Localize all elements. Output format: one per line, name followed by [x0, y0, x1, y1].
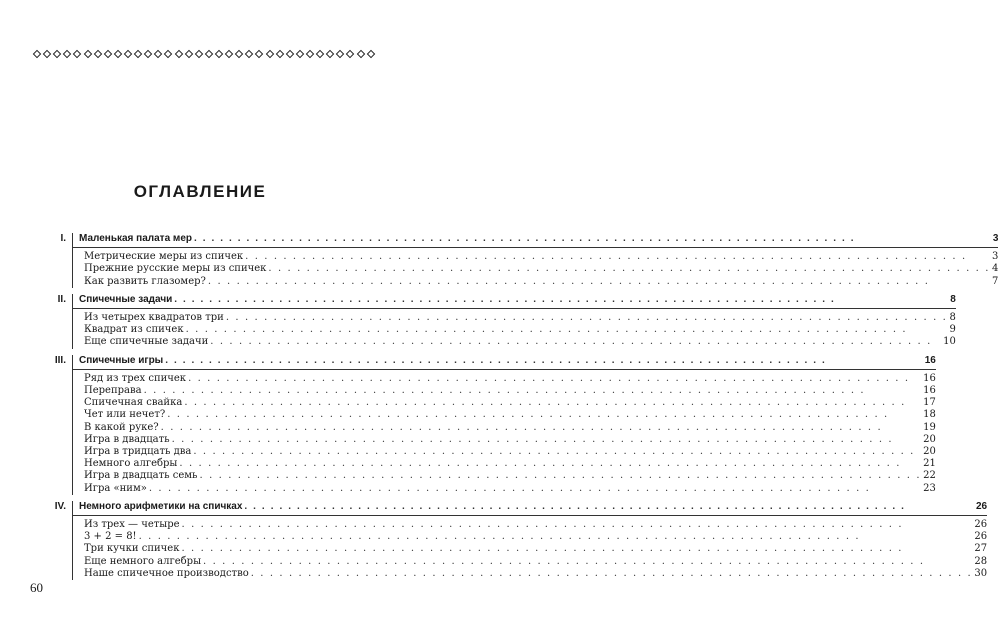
- decorative-ornament-border: [34, 47, 374, 61]
- ornament-diamond-icon: [255, 50, 263, 58]
- toc-entry-label: Из трех — четыре: [84, 519, 180, 531]
- leader-dots: [184, 397, 921, 409]
- ornament-diamond-icon: [53, 50, 61, 58]
- leader-dots: [139, 531, 973, 543]
- toc-entry-label: Игра в двадцать семь: [84, 470, 198, 482]
- section-heading-page: 8: [950, 293, 956, 305]
- toc-entry-label: Чет или нечет?: [84, 409, 166, 421]
- toc-entry-label: Прежние русские меры из спичек: [84, 263, 267, 275]
- toc-entry: [73, 458, 936, 470]
- toc-entry-page: 26: [974, 531, 988, 543]
- ornament-diamond-icon: [356, 50, 364, 58]
- toc-entry-page: 26: [974, 519, 988, 531]
- leader-dots: [200, 470, 922, 482]
- toc-entry: [73, 373, 936, 385]
- toc-entry: [73, 312, 956, 324]
- toc-entry: [73, 543, 987, 555]
- leader-dots: [186, 324, 948, 336]
- toc-entry-label: Квадрат из спичек: [84, 324, 184, 336]
- toc-section: [40, 354, 936, 495]
- toc-entry-page: 9: [949, 324, 956, 336]
- toc-entry-page: 7: [992, 275, 998, 287]
- toc-entry: [73, 385, 936, 397]
- page-number: 60: [30, 580, 43, 595]
- section-heading-page: 16: [924, 354, 936, 366]
- toc-entry-page: 22: [923, 470, 936, 482]
- ornament-diamond-icon: [346, 50, 354, 58]
- toc-entry: [73, 251, 998, 263]
- toc-entry-page: 17: [923, 397, 936, 409]
- ornament-diamond-icon: [33, 50, 41, 58]
- page-title: ОГЛАВЛЕНИЕ: [133, 182, 267, 201]
- section-number: III.: [54, 354, 66, 366]
- toc-entry-page: 27: [974, 543, 988, 555]
- toc-entry-page: 30: [974, 567, 988, 579]
- ornament-diamond-icon: [43, 50, 51, 58]
- section-number: I.: [60, 233, 66, 244]
- section-heading-page: 3: [992, 233, 998, 244]
- table-of-contents: [40, 233, 998, 586]
- leader-dots: [181, 543, 972, 555]
- toc-entry-page: 3: [992, 251, 998, 263]
- section-number: II.: [57, 293, 66, 305]
- ornament-diamond-icon: [164, 50, 172, 58]
- toc-entry-label: Немного алгебры: [84, 458, 178, 470]
- section-body: [72, 294, 956, 349]
- leader-dots: [244, 501, 974, 513]
- toc-section-block: [40, 500, 988, 580]
- toc-section: [40, 500, 988, 580]
- toc-entry: [73, 434, 936, 446]
- leader-dots: [161, 422, 921, 434]
- ornament-diamond-icon: [114, 50, 122, 58]
- ornament-diamond-icon: [124, 50, 132, 58]
- leader-dots: [172, 434, 922, 446]
- toc-entry: [73, 446, 936, 458]
- toc-entry-page: 21: [923, 458, 936, 470]
- toc-entry-page: 16: [923, 372, 936, 384]
- section-number: IV.: [54, 500, 66, 512]
- toc-entry: [73, 556, 987, 568]
- toc-entry: [73, 324, 956, 336]
- ornament-diamond-icon: [184, 50, 192, 58]
- toc-section-heading: [73, 355, 936, 370]
- ornament-diamond-icon: [195, 50, 203, 58]
- ornament-diamond-icon: [225, 50, 233, 58]
- leader-dots: [165, 355, 923, 367]
- ornament-diamond-icon: [174, 50, 182, 58]
- toc-entry-page: 16: [923, 385, 936, 397]
- toc-entry: [73, 422, 936, 434]
- toc-entry: [73, 483, 936, 495]
- toc-entry-label: 3 + 2 = 8!: [84, 531, 137, 543]
- toc-entry-label: Ряд из трех спичек: [84, 372, 187, 384]
- leader-dots: [174, 294, 948, 306]
- ornament-diamond-icon: [144, 50, 152, 58]
- toc-entry-label: Спичечная свайка: [84, 397, 183, 409]
- toc-entry-label: Как развить глазомер?: [84, 275, 206, 287]
- toc-entry-label: Переправа: [84, 385, 142, 397]
- toc-entry: [73, 470, 936, 482]
- toc-entry-page: 19: [923, 421, 936, 433]
- section-body: [72, 355, 936, 495]
- toc-entry: [73, 397, 936, 409]
- ornament-diamond-icon: [296, 50, 304, 58]
- ornament-diamond-icon: [104, 50, 112, 58]
- toc-entry-page: 10: [943, 336, 956, 348]
- leader-dots: [149, 483, 921, 495]
- toc-entry-page: 18: [923, 409, 936, 421]
- section-heading-label: Спичечные задачи: [79, 293, 173, 305]
- leader-dots: [179, 458, 921, 470]
- toc-section-block: [40, 293, 956, 349]
- toc-entry-page: 20: [923, 433, 936, 445]
- toc-entry-page: 8: [949, 312, 956, 324]
- toc-entry-label: Игра «ним»: [84, 482, 147, 494]
- ornament-diamond-icon: [265, 50, 273, 58]
- leader-dots: [182, 519, 973, 531]
- toc-entry-label: В какой руке?: [84, 421, 159, 433]
- toc-section-block: [40, 233, 998, 288]
- ornament-diamond-icon: [134, 50, 142, 58]
- toc-section-heading: [73, 233, 998, 248]
- ornament-diamond-icon: [316, 50, 324, 58]
- toc-entry-label: Из четырех квадратов три: [84, 312, 224, 324]
- toc-entry-label: Метрические меры из спичек: [84, 251, 244, 263]
- section-body: [72, 233, 998, 288]
- ornament-diamond-icon: [285, 50, 293, 58]
- ornament-diamond-icon: [63, 50, 71, 58]
- leader-dots: [203, 556, 972, 568]
- toc-section-heading: [73, 501, 987, 516]
- toc-entry-label: Еще спичечные задачи: [84, 336, 209, 348]
- toc-entry-page: 28: [974, 555, 988, 567]
- section-heading-label: Спичечные игры: [79, 354, 164, 366]
- toc-entry-page: 23: [923, 482, 936, 494]
- ornament-diamond-icon: [93, 50, 101, 58]
- ornament-diamond-icon: [306, 50, 314, 58]
- ornament-diamond-icon: [83, 50, 91, 58]
- leader-dots: [245, 251, 990, 263]
- toc-entry-label: Игра в двадцать: [84, 433, 170, 445]
- ornament-diamond-icon: [366, 50, 374, 58]
- toc-entry-label: Игра в тридцать два: [84, 446, 192, 458]
- ornament-diamond-icon: [326, 50, 334, 58]
- leader-dots: [268, 263, 990, 275]
- section-heading-page: 26: [975, 500, 988, 512]
- toc-entry-page: 4: [992, 263, 998, 275]
- toc-entry-label: Еще немного алгебры: [84, 555, 202, 567]
- toc-entry-page: 20: [923, 446, 936, 458]
- section-heading-label: Немного арифметики на спичках: [79, 500, 243, 512]
- ornament-diamond-icon: [336, 50, 344, 58]
- toc-entry: [73, 409, 936, 421]
- leader-dots: [210, 336, 941, 348]
- toc-entry-label: Три кучки спичек: [84, 543, 180, 555]
- leader-dots: [167, 409, 921, 421]
- toc-section: [40, 293, 956, 349]
- ornament-diamond-icon: [73, 50, 81, 58]
- toc-entry: [73, 568, 987, 580]
- ornament-diamond-icon: [215, 50, 223, 58]
- leader-dots: [251, 568, 973, 580]
- toc-entry: [73, 336, 956, 348]
- toc-entry-label: Наше спичечное производство: [84, 567, 249, 579]
- leader-dots: [144, 385, 922, 397]
- ornament-diamond-icon: [205, 50, 213, 58]
- leader-dots: [194, 233, 991, 245]
- ornament-diamond-icon: [245, 50, 253, 58]
- toc-entry: [73, 531, 987, 543]
- ornament-diamond-icon: [154, 50, 162, 58]
- leader-dots: [226, 312, 948, 324]
- toc-entry: [73, 263, 998, 275]
- leader-dots: [193, 446, 921, 458]
- ornament-diamond-icon: [275, 50, 283, 58]
- section-body: [72, 501, 987, 580]
- toc-entry: [73, 519, 987, 531]
- toc-section-block: [40, 354, 936, 495]
- ornament-diamond-icon: [235, 50, 243, 58]
- toc-entry: [73, 276, 998, 288]
- leader-dots: [208, 276, 990, 288]
- section-heading-label: Маленькая палата мер: [79, 233, 192, 244]
- toc-section: [40, 233, 998, 288]
- toc-section-heading: [73, 294, 956, 309]
- leader-dots: [188, 373, 921, 385]
